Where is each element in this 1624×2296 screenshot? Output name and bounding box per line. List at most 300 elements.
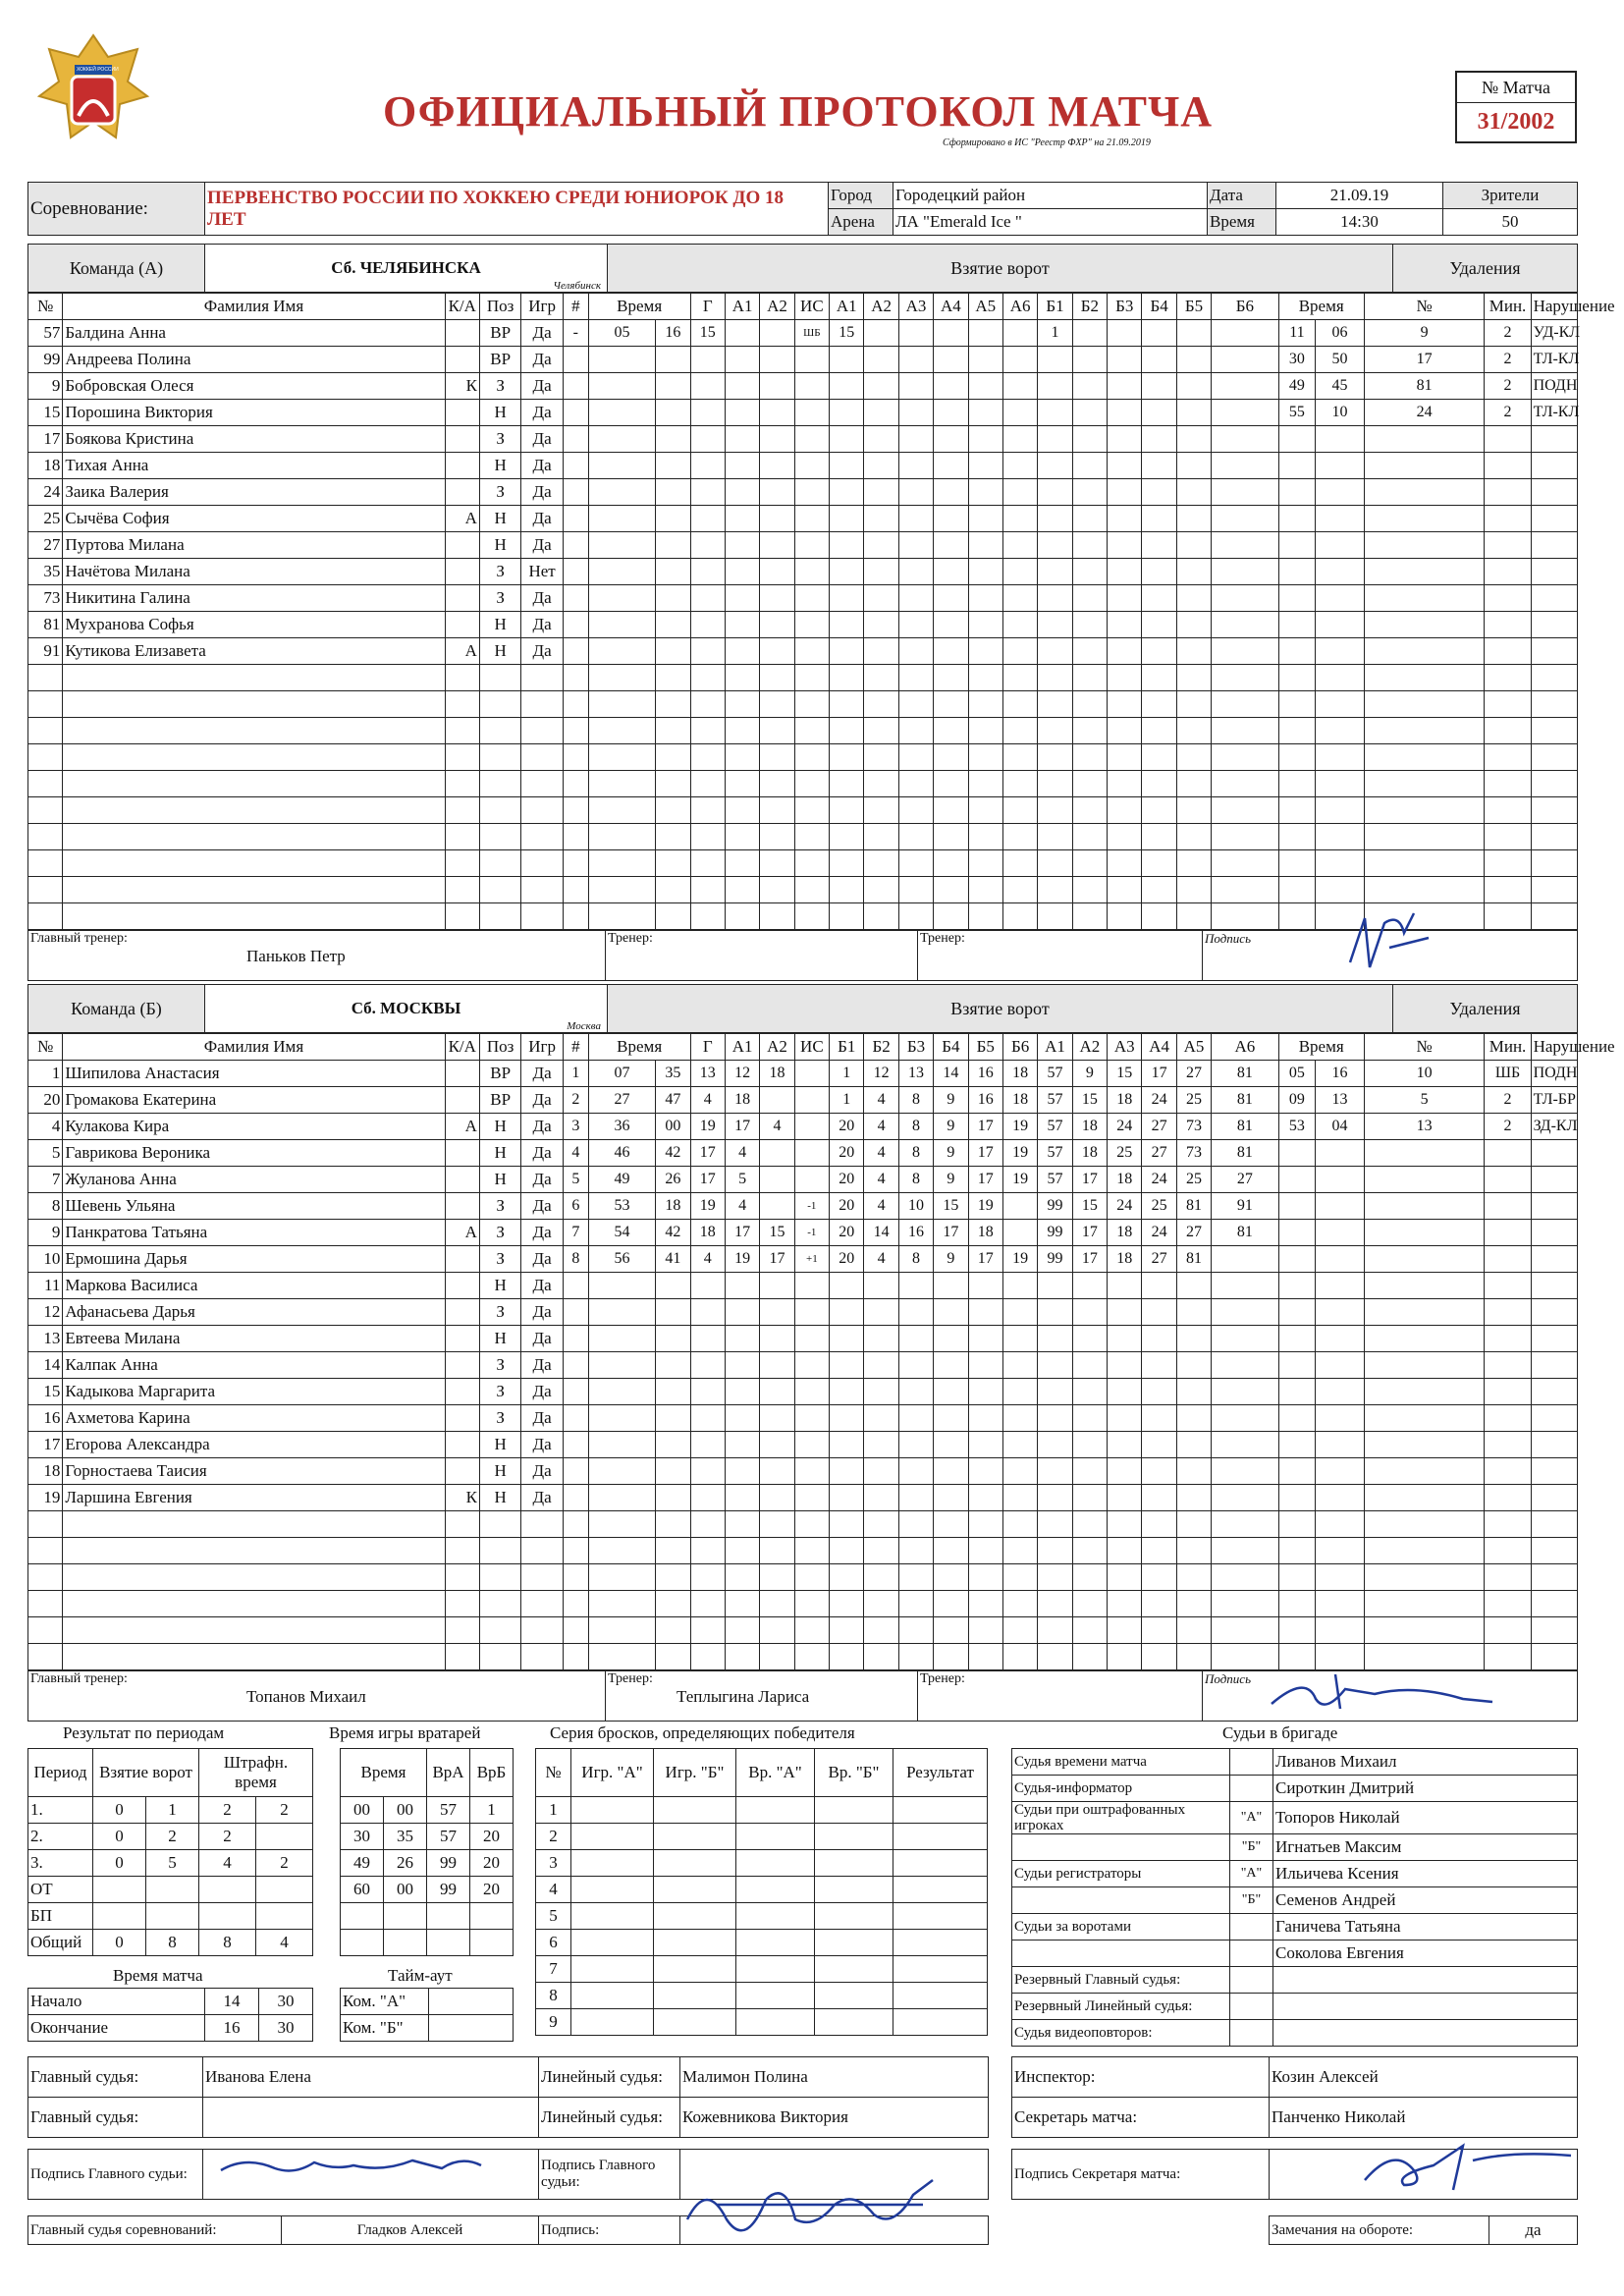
goal-cell	[1072, 506, 1107, 532]
goal-cell	[725, 1644, 759, 1670]
player-pos	[479, 1511, 520, 1538]
goal-cell	[588, 638, 655, 665]
goal-cell	[760, 744, 794, 771]
goal-cell	[656, 506, 690, 532]
period-row	[28, 1877, 313, 1903]
goal-cell: 9	[934, 1087, 968, 1114]
player-played: Да	[521, 1087, 563, 1114]
goal-cell: 57	[1038, 1087, 1072, 1114]
shootout-number: 7	[536, 1956, 571, 1983]
penalty-cell	[1485, 850, 1531, 877]
goal-cell	[1002, 638, 1037, 665]
spectators-value: 50	[1443, 209, 1578, 236]
goal-col-2: Г	[690, 1034, 725, 1061]
player-played	[521, 1511, 563, 1538]
penalty-cell	[1485, 1458, 1531, 1485]
goal-cell	[725, 479, 759, 506]
player-ka	[445, 1538, 479, 1564]
goal-cell	[898, 638, 933, 665]
goal-cell: 25	[1108, 1140, 1142, 1167]
player-pos: З	[479, 479, 520, 506]
official-role: Резервный Линейный судья:	[1012, 1994, 1230, 2020]
goal-cell	[1038, 559, 1072, 585]
goal-cell	[760, 1326, 794, 1352]
player-row	[28, 453, 1578, 479]
player-name	[63, 665, 445, 691]
penalty-cell	[1364, 1220, 1485, 1246]
goal-cell	[1142, 506, 1176, 532]
penalty-cell	[1364, 1193, 1485, 1220]
goal-cell	[1176, 1432, 1211, 1458]
goal-cell	[563, 1326, 588, 1352]
goalie-value: 49	[341, 1850, 384, 1877]
player-name	[63, 691, 445, 718]
goal-cell: 18	[725, 1087, 759, 1114]
goal-cell	[690, 771, 725, 797]
penalty-cell	[1531, 1193, 1577, 1220]
penalty-cell	[1316, 453, 1365, 479]
player-ka	[445, 559, 479, 585]
goal-cell	[830, 585, 864, 612]
goal-cell: 18	[1108, 1246, 1142, 1273]
goal-col-10: Б5	[968, 1034, 1002, 1061]
goal-cell	[1142, 1379, 1176, 1405]
goal-cell	[1176, 532, 1211, 559]
shootout-row	[536, 1956, 988, 1983]
goal-cell	[690, 718, 725, 744]
goal-cell	[1002, 1511, 1037, 1538]
officials-title: Судьи в бригаде	[1222, 1723, 1338, 1742]
penalty-cell	[1364, 1564, 1485, 1591]
goal-cell	[563, 771, 588, 797]
goal-cell	[1108, 612, 1142, 638]
player-played	[521, 824, 563, 850]
goal-cell	[898, 453, 933, 479]
goal-cell	[1212, 1405, 1278, 1432]
goal-cell	[1108, 532, 1142, 559]
player-ka	[445, 1432, 479, 1458]
goal-cell	[1108, 1591, 1142, 1617]
period-value	[256, 1824, 313, 1850]
goal-cell: 81	[1212, 1140, 1278, 1167]
goal-cell: 00	[656, 1114, 690, 1140]
goal-cell	[1108, 320, 1142, 347]
goal-cell	[830, 877, 864, 903]
goal-cell	[588, 506, 655, 532]
player-number: 17	[28, 1432, 63, 1458]
goalie-value: 20	[470, 1824, 514, 1850]
goal-cell	[794, 797, 829, 824]
player-number	[28, 1617, 63, 1644]
penalty-cell	[1531, 506, 1577, 532]
penalty-cell	[1485, 453, 1531, 479]
goal-cell: 8	[898, 1140, 933, 1167]
shootout-row	[536, 1983, 988, 2009]
goal-cell	[1212, 1538, 1278, 1564]
goal-cell	[794, 347, 829, 373]
goal-cell	[830, 1432, 864, 1458]
goal-cell	[1212, 638, 1278, 665]
goal-cell: 73	[1176, 1140, 1211, 1167]
shootout-col-5: Результат	[893, 1749, 988, 1797]
player-ka	[445, 1087, 479, 1114]
goal-cell	[690, 1564, 725, 1591]
goal-cell	[1108, 1485, 1142, 1511]
period-value	[199, 1903, 256, 1930]
goal-cell	[1176, 691, 1211, 718]
official-tag	[1230, 1749, 1273, 1776]
goal-cell	[656, 638, 690, 665]
penalty-cell	[1485, 506, 1531, 532]
goal-cell	[760, 771, 794, 797]
shootout-title: Серия бросков, определяющих победителя	[550, 1723, 855, 1742]
penalty-cell: ТЛ-КЛ	[1531, 347, 1577, 373]
goal-cell	[864, 797, 898, 824]
player-number	[28, 744, 63, 771]
player-number: 27	[28, 532, 63, 559]
main-referee-label-1: Главный судья:	[28, 2057, 203, 2098]
goal-cell	[1176, 1511, 1211, 1538]
player-played: Да	[521, 453, 563, 479]
penalty-cell	[1531, 1617, 1577, 1644]
player-played	[521, 691, 563, 718]
goal-cell	[898, 744, 933, 771]
shootout-cell	[654, 1824, 736, 1850]
goal-cell	[1142, 347, 1176, 373]
goal-cell	[794, 400, 829, 426]
player-played: Нет	[521, 559, 563, 585]
goal-cell	[864, 665, 898, 691]
goal-cell	[588, 1617, 655, 1644]
goal-cell	[1176, 903, 1211, 930]
shootout-cell	[736, 1850, 815, 1877]
goal-cell	[690, 797, 725, 824]
player-number: 19	[28, 1485, 63, 1511]
goal-cell	[898, 1644, 933, 1670]
goal-cell	[1212, 1299, 1278, 1326]
goal-cell	[1038, 1273, 1072, 1299]
goal-cell	[656, 1458, 690, 1485]
goal-cell: 9	[934, 1140, 968, 1167]
officials-table-wrap	[1011, 1748, 1578, 2047]
goal-cell	[1038, 744, 1072, 771]
player-ka	[445, 1299, 479, 1326]
penalty-cell: 53	[1278, 1114, 1316, 1140]
period-value: 4	[256, 1930, 313, 1956]
shootout-cell	[815, 1903, 893, 1930]
player-ka	[445, 1644, 479, 1670]
official-role: Судьи при оштрафованных игроках	[1012, 1802, 1230, 1834]
goal-cell	[563, 850, 588, 877]
match-number-box	[1455, 71, 1577, 143]
goal-cell: 9	[1072, 1061, 1107, 1087]
team-name	[205, 245, 608, 293]
player-played	[521, 877, 563, 903]
penalty-cell	[1364, 1299, 1485, 1326]
ka-col: К/А	[445, 294, 479, 320]
goal-cell	[1038, 850, 1072, 877]
goal-cell	[1072, 1644, 1107, 1670]
goal-cell: 15	[830, 320, 864, 347]
penalty-cell	[1278, 1485, 1316, 1511]
period-col: Период	[28, 1749, 93, 1797]
official-name: Ливанов Михаил	[1273, 1749, 1578, 1776]
player-row	[28, 1405, 1578, 1432]
goal-cell	[794, 1485, 829, 1511]
goal-cell	[1108, 426, 1142, 453]
head-coach-name: Топанов Михаил	[246, 1687, 366, 1706]
goal-cell	[563, 744, 588, 771]
player-number	[28, 718, 63, 744]
penalty-cell	[1278, 744, 1316, 771]
goal-cell	[794, 1432, 829, 1458]
player-played	[521, 1564, 563, 1591]
goal-cell	[563, 1564, 588, 1591]
penalty-cell: 11	[1278, 320, 1316, 347]
goal-cell	[656, 877, 690, 903]
shootout-cell	[654, 1956, 736, 1983]
goal-cell: 81	[1212, 1220, 1278, 1246]
goal-cell	[760, 373, 794, 400]
goalie-value: 30	[341, 1824, 384, 1850]
goal-cell	[760, 1273, 794, 1299]
goal-cell	[690, 559, 725, 585]
player-number: 13	[28, 1326, 63, 1352]
penalty-cell	[1531, 532, 1577, 559]
goal-cell	[1002, 718, 1037, 744]
goal-cell	[1176, 1485, 1211, 1511]
goal-cell	[830, 559, 864, 585]
penalty-cell	[1364, 426, 1485, 453]
goal-cell	[1142, 320, 1176, 347]
goal-cell	[588, 1564, 655, 1591]
goal-cell: 25	[1176, 1087, 1211, 1114]
goal-cell	[563, 479, 588, 506]
goal-cell	[1108, 585, 1142, 612]
goal-cell	[588, 347, 655, 373]
official-row	[1012, 2020, 1578, 2047]
goal-cell	[934, 506, 968, 532]
goal-cell	[1002, 400, 1037, 426]
penalty-cell: 2	[1485, 320, 1531, 347]
penalty-cell	[1531, 1379, 1577, 1405]
goal-cell	[1072, 903, 1107, 930]
goal-cell	[1176, 1564, 1211, 1591]
goal-cell	[794, 771, 829, 797]
player-name	[63, 1538, 445, 1564]
penalty-cell	[1316, 797, 1365, 824]
period-row	[28, 1903, 313, 1930]
penalty-cell	[1485, 824, 1531, 850]
goal-col-13: А2	[1072, 1034, 1107, 1061]
penalty-cell	[1364, 559, 1485, 585]
goal-cell	[588, 824, 655, 850]
goal-cell: 6	[563, 1193, 588, 1220]
goal-cell	[1072, 400, 1107, 426]
penalty-cell: 10	[1316, 400, 1365, 426]
pen-col-0: Время	[1278, 1034, 1364, 1061]
goal-cell	[725, 1379, 759, 1405]
goal-cell	[1212, 1432, 1278, 1458]
goal-cell	[1176, 612, 1211, 638]
player-played: Да	[521, 1167, 563, 1193]
goal-cell: 17	[690, 1140, 725, 1167]
player-pos	[479, 877, 520, 903]
penalty-cell	[1531, 453, 1577, 479]
penalty-cell	[1531, 1644, 1577, 1670]
player-row	[28, 585, 1578, 612]
player-name	[63, 1511, 445, 1538]
remarks-row	[1269, 2215, 1578, 2245]
goal-cell	[830, 665, 864, 691]
goal-cell	[690, 1299, 725, 1326]
player-number: 20	[28, 1087, 63, 1114]
player-ka	[445, 532, 479, 559]
penalty-cell	[1364, 479, 1485, 506]
arena-value: ЛА "Emerald Ice "	[893, 209, 1208, 236]
goal-cell	[934, 426, 968, 453]
coach-name-1: Теплыгина Лариса	[677, 1687, 810, 1706]
goal-cell	[794, 1114, 829, 1140]
penalty-cell	[1316, 1485, 1365, 1511]
shootout-cell	[736, 1797, 815, 1824]
goal-cell: 18	[1108, 1087, 1142, 1114]
goal-cell	[934, 850, 968, 877]
goal-cell	[864, 400, 898, 426]
penalty-cell	[1531, 1511, 1577, 1538]
goal-cell	[1002, 1458, 1037, 1485]
goal-cell	[1072, 1591, 1107, 1617]
goal-cell	[934, 1379, 968, 1405]
goal-col-7: Б2	[864, 1034, 898, 1061]
goal-cell: 19	[690, 1114, 725, 1140]
goal-cell	[1108, 1405, 1142, 1432]
goal-cell	[1142, 877, 1176, 903]
penalty-cell	[1485, 1379, 1531, 1405]
goal-cell	[760, 1087, 794, 1114]
main-referee-label-2: Главный судья:	[28, 2098, 203, 2138]
shootout-cell	[893, 1983, 988, 2009]
goal-cell: 17	[1072, 1167, 1107, 1193]
period-label: Общий	[28, 1930, 93, 1956]
goal-cell: 24	[1142, 1167, 1176, 1193]
goal-cell	[898, 347, 933, 373]
goal-cell	[1002, 771, 1037, 797]
penalty-cell	[1364, 877, 1485, 903]
player-name: Андреева Полина	[63, 347, 445, 373]
player-row	[28, 559, 1578, 585]
goal-cell	[1212, 1591, 1278, 1617]
goal-cell: 13	[690, 1061, 725, 1087]
player-played: Да	[521, 1379, 563, 1405]
shootout-number: 9	[536, 2009, 571, 2036]
goal-cell	[968, 1591, 1002, 1617]
player-name: Кадыкова Маргарита	[63, 1379, 445, 1405]
official-name: Ганичева Татьяна	[1273, 1914, 1578, 1941]
penalty-cell	[1316, 744, 1365, 771]
penalty-cell	[1531, 559, 1577, 585]
goal-cell	[1038, 1405, 1072, 1432]
goal-cell	[588, 1511, 655, 1538]
player-row	[28, 1538, 1578, 1564]
goal-cell: 8	[898, 1167, 933, 1193]
goal-cell	[1072, 1273, 1107, 1299]
player-played: Да	[521, 373, 563, 400]
goal-cell	[934, 1511, 968, 1538]
official-row	[1012, 1914, 1578, 1941]
player-pos: Н	[479, 1326, 520, 1352]
player-pos: ВР	[479, 1061, 520, 1087]
match-number-label: № Матча	[1457, 73, 1575, 103]
goal-cell	[760, 426, 794, 453]
shootout-cell	[815, 1956, 893, 1983]
goal-cell	[563, 1352, 588, 1379]
goal-cell	[794, 718, 829, 744]
shootout-cell	[893, 1903, 988, 1930]
goal-cell	[1072, 453, 1107, 479]
goal-cell	[690, 1511, 725, 1538]
goal-cell	[1002, 1538, 1037, 1564]
goal-cell	[794, 373, 829, 400]
penalty-cell	[1316, 1591, 1365, 1617]
goal-cell	[968, 903, 1002, 930]
goal-cell: ШБ	[794, 320, 829, 347]
player-row	[28, 532, 1578, 559]
goal-cell	[1176, 479, 1211, 506]
penalty-cell	[1531, 1273, 1577, 1299]
timeout-b-value	[429, 2015, 514, 2042]
penalty-cell	[1364, 718, 1485, 744]
goal-cell	[794, 744, 829, 771]
official-row	[1012, 1802, 1578, 1834]
shootout-cell	[893, 1797, 988, 1824]
goal-cell: 4	[563, 1140, 588, 1167]
shootout-cell	[571, 1983, 654, 2009]
penalty-cell	[1531, 903, 1577, 930]
goal-cell: 16	[898, 1220, 933, 1246]
goal-cell	[1108, 877, 1142, 903]
goal-cell	[934, 1485, 968, 1511]
goal-cell	[690, 506, 725, 532]
goal-cell: 25	[1176, 1167, 1211, 1193]
goal-cell	[1072, 744, 1107, 771]
period-value: 0	[93, 1850, 146, 1877]
penalty-cell	[1316, 877, 1365, 903]
goal-cell: 20	[830, 1220, 864, 1246]
goal-cell	[760, 1538, 794, 1564]
player-pos: З	[479, 1193, 520, 1220]
goal-cell	[1072, 426, 1107, 453]
penalty-cell	[1316, 1246, 1365, 1273]
goal-cell	[968, 1405, 1002, 1432]
player-number: 81	[28, 612, 63, 638]
goal-cell	[1072, 877, 1107, 903]
goal-cell	[725, 453, 759, 479]
goal-cell	[1108, 1352, 1142, 1379]
player-pos: Н	[479, 1167, 520, 1193]
shootout-row	[536, 1903, 988, 1930]
goal-cell	[1072, 373, 1107, 400]
goal-cell	[864, 506, 898, 532]
player-row	[28, 1167, 1578, 1193]
goal-cell: 4	[864, 1193, 898, 1220]
goal-cell	[968, 1326, 1002, 1352]
goalie-value: 57	[427, 1824, 470, 1850]
penalty-cell	[1531, 1167, 1577, 1193]
goal-cell	[1002, 797, 1037, 824]
goal-cell	[794, 691, 829, 718]
shootout-cell	[815, 1877, 893, 1903]
